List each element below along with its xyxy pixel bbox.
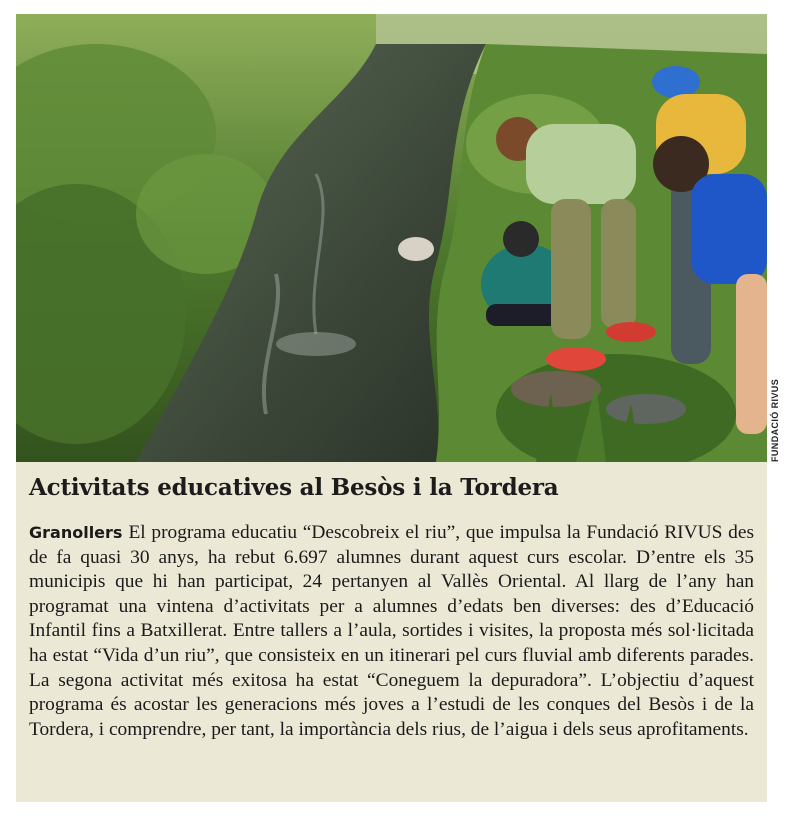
photo-credit: FUNDACIÓ RIVUS bbox=[770, 378, 780, 462]
dateline-place: Granollers bbox=[29, 523, 123, 542]
article-text: El programa educatiu “Descobreix el riu”, que impulsa la Fundació RIVUS des de fa quasi 30 anys, ha rebut 6.697 alumnes durant aquest curs escolar. D’entre els 35 municipis que hi han participat, 24 pertanyen al Vallès Oriental. Al llarg de l’any han programat una vintena d’activitats per a alumnes d’edats ben diverses: des d’Educació Infantil fins a Batxillerat. Entre tallers a l’aula, sortides i visites, la proposta més sol·licitada ha estat “Vida d’un riu”, que consisteix en un itinerari pel curs fluvial amb diferents parades. La segona activitat més exitosa ha estat “Coneguem la depuradora”. L’objectiu d’aquest programa és acostar les generacions més joves a l’estudi de les conques del Besòs i de la Tordera, i comprendre, per tant, la importància dels rius, de l’aigua i dels seus aprofitaments. bbox=[29, 522, 754, 740]
article-photo bbox=[16, 14, 767, 462]
caption-box bbox=[16, 462, 767, 802]
article-body bbox=[29, 521, 754, 742]
photo-children-stream-illustration bbox=[16, 14, 767, 462]
headline: Activitats educatives al Besòs i la Tordera bbox=[29, 474, 559, 501]
